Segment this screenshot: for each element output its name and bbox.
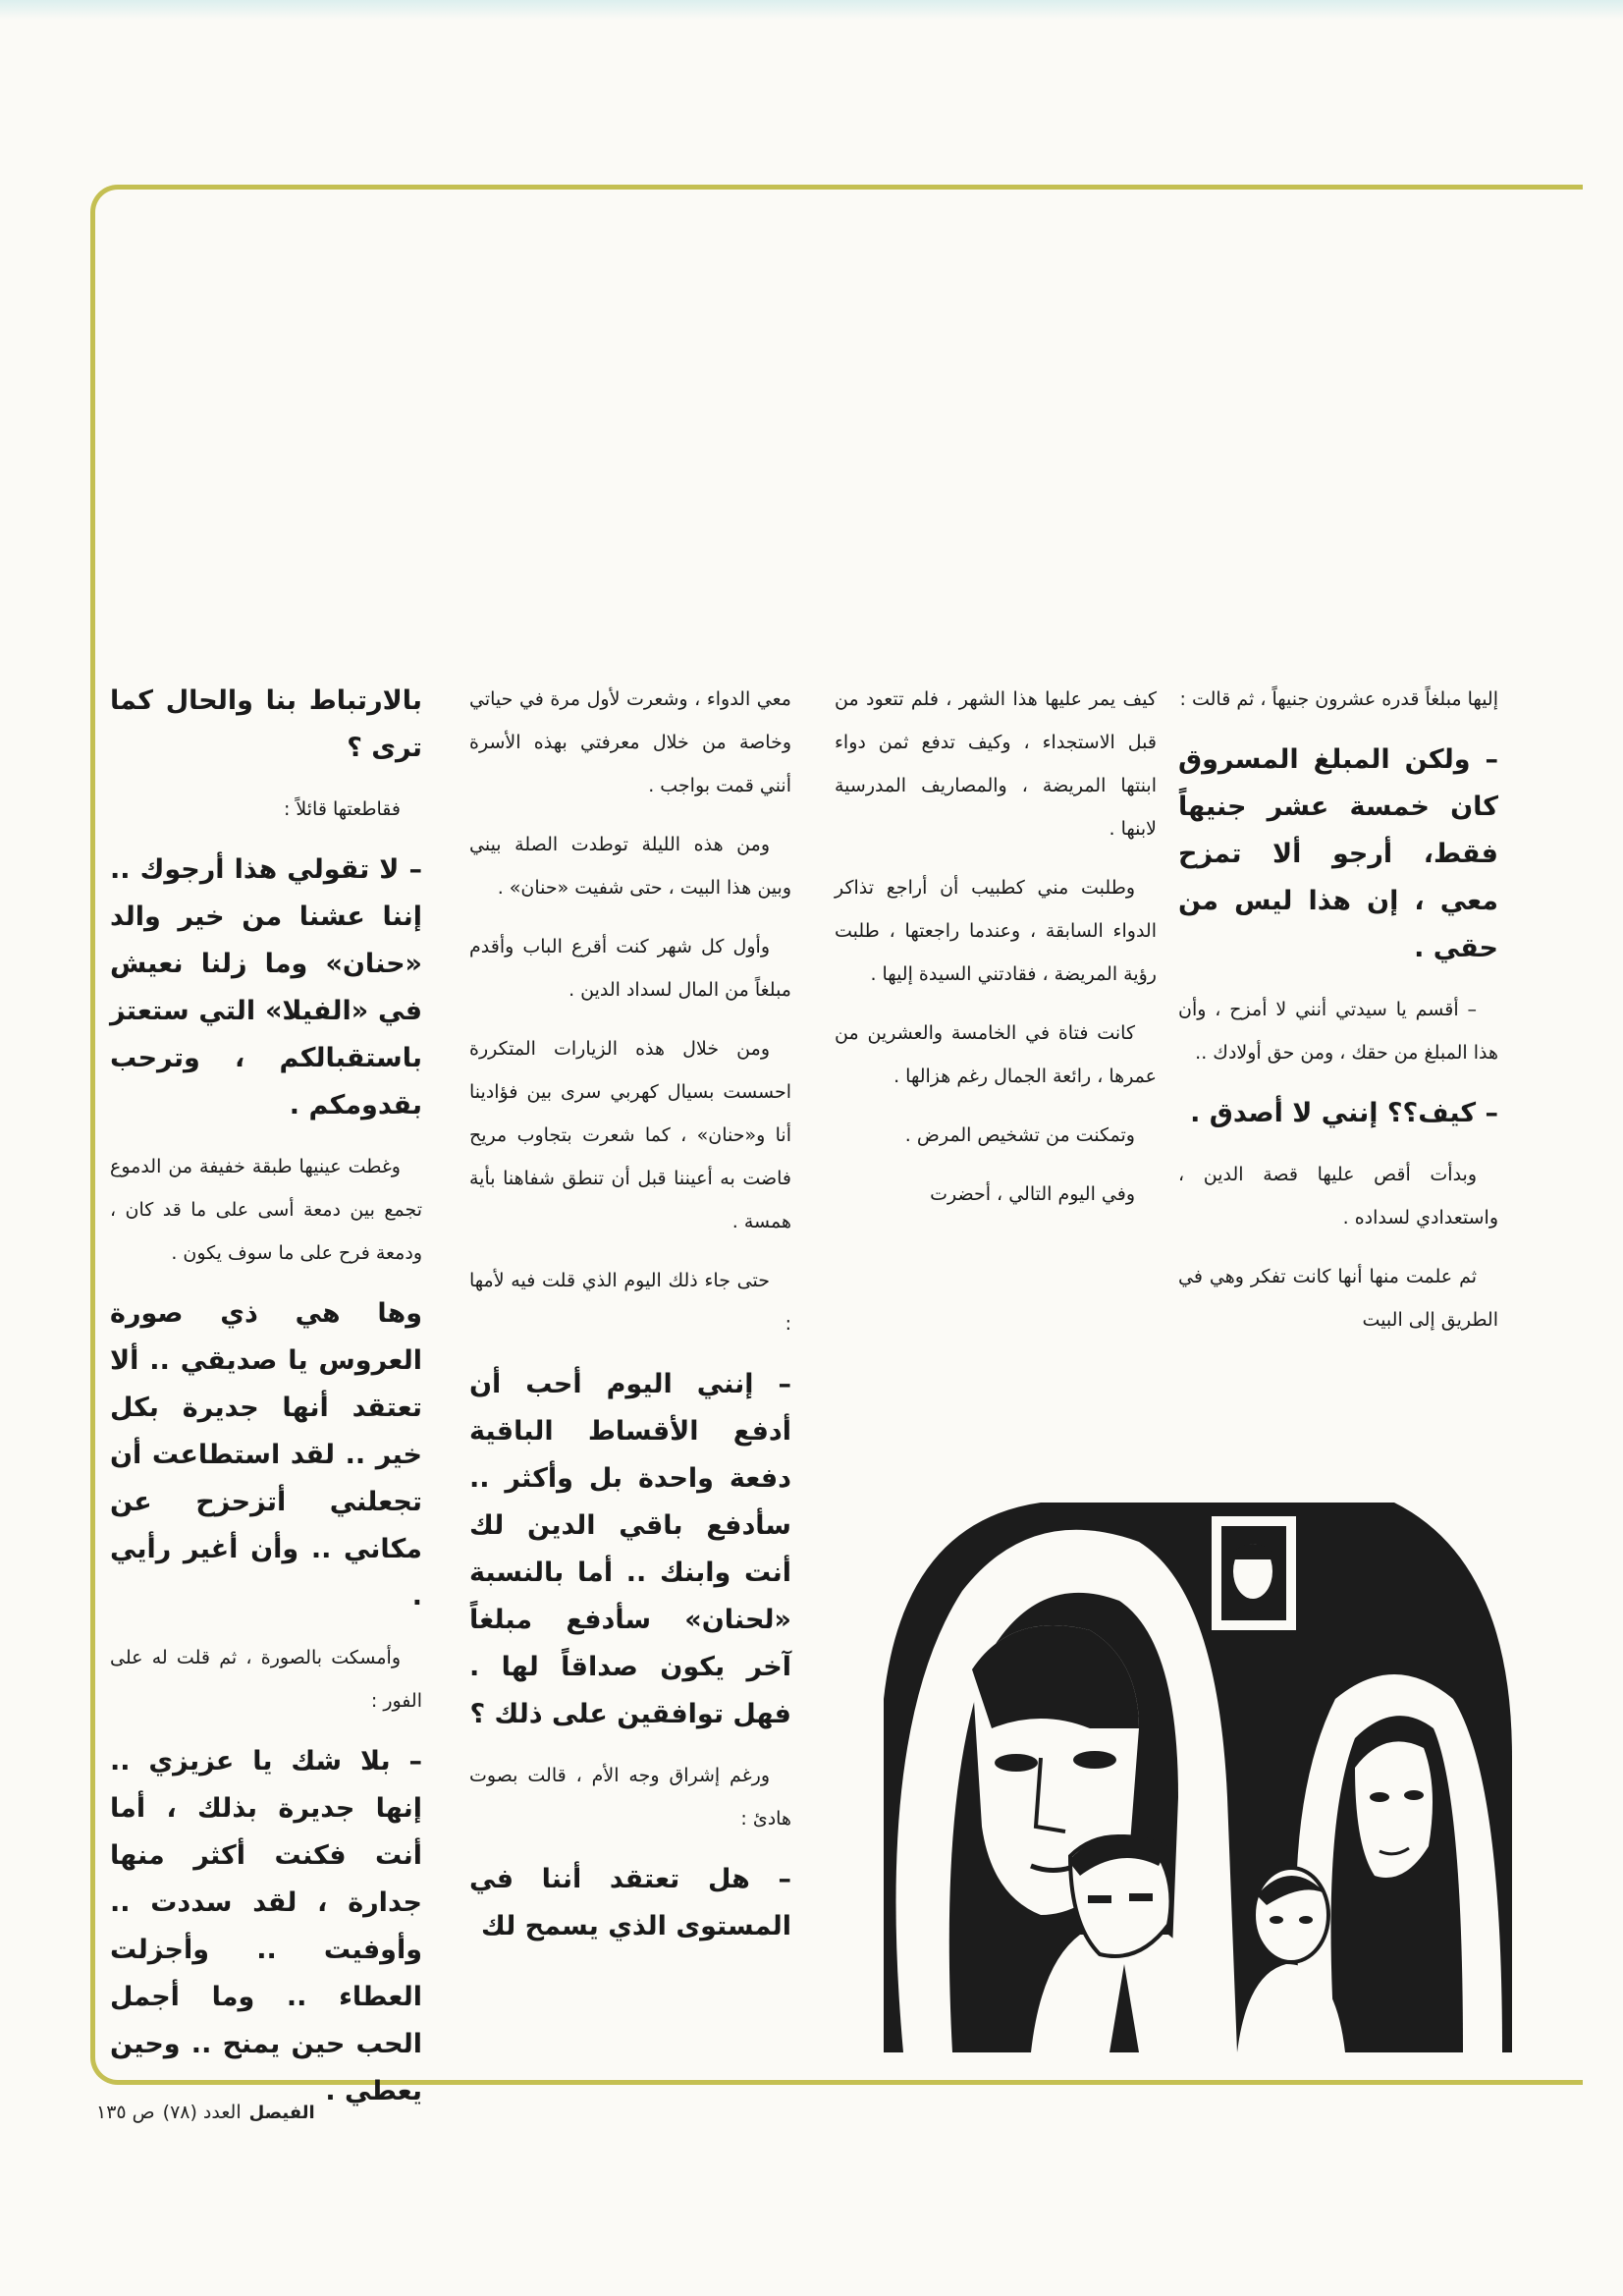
text-column-4: [110, 678, 422, 2131]
text-column-1: [1178, 678, 1498, 1357]
family-portrait-illustration: [844, 1503, 1512, 2052]
paragraph: كانت فتاة في الخامسة والعشرين من عمرها ، رائعة الجمال رغم هزالها .: [835, 1022, 1157, 1087]
paragraph: معي الدواء ، وشعرت لأول مرة في حياتي وخاصة من خلال معرفتي بهذه الأسرة أنني قمت بواجب .: [469, 688, 791, 796]
wall-portrait-frame: [1210, 1514, 1298, 1632]
paragraph: – ولكن المبلغ المسروق كان خمسة عشر جنيهاً فقط، أرجو ألا تمزح معي ، إن هذا ليس من حقي .: [1178, 744, 1498, 963]
paragraph: وأول كل شهر كنت أقرع الباب وأقدم مبلغاً من المال لسداد الدين .: [469, 936, 791, 1001]
issue-number: العدد (٧٨): [162, 2102, 242, 2123]
paragraph: وبدأت أقص عليها قصة الدين ، واستعدادي لسداده .: [1178, 1164, 1498, 1229]
paragraph: – كيف؟؟ إنني لا أصدق .: [1190, 1098, 1498, 1128]
text-column-2: [835, 678, 1157, 1231]
paragraph: ورغم إشراق وجه الأم ، قالت بصوت هادئ :: [469, 1765, 791, 1830]
paragraph: إليها مبلغاً قدره عشرون جنيهاً ، ثم قالت :: [1179, 688, 1498, 710]
page-footer: [96, 2102, 315, 2123]
text-column-3: [469, 678, 791, 1966]
paragraph: فقاطعتها قائلاً :: [283, 798, 401, 820]
paragraph: – هل تعتقد أننا في المستوى الذي يسمح لك: [469, 1864, 791, 1941]
paragraph: وغطت عينيها طبقة خفيفة من الدموع تجمع بين دمعة أسى على ما قد كان ، ودمعة فرح على ما سوف يكون .: [110, 1156, 422, 1264]
paragraph: – بلا شك يا عزيزي .. إنها جديرة بذلك ، أما أنت فكنت أكثر منها جدارة ، لقد سددت .. وأوفيت .. وأجزلت العطاء .. وما أجمل الحب حين يمنح .. وحين يعطي .: [110, 1746, 422, 2106]
paragraph: وها هي ذي صورة العروس يا صديقي .. ألا تعتقد أنها جديرة بكل خير .. لقد استطاعت أن تجعلني أتزحزح عن مكاني .. وأن أغير رأيي .: [110, 1298, 422, 1612]
magazine-name: الفيصل: [248, 2102, 315, 2123]
top-tint-strip: [0, 0, 1623, 20]
paragraph: حتى جاء ذلك اليوم الذي قلت فيه لأمها :: [469, 1270, 791, 1335]
paragraph: – أقسم يا سيدتي أنني لا أمزح ، وأن هذا المبلغ من حقك ، ومن حق أولادك ..: [1178, 999, 1498, 1064]
paragraph: – لا تقولي هذا أرجوك .. إننا عشنا من خير والد «حنان» وما زلنا نعيش في «الفيلا» التي ستعتز باستقبالكم ، وترحب بقدومكم .: [110, 854, 422, 1121]
paragraph: بالارتباط بنا والحال كما ترى ؟: [110, 685, 422, 763]
paragraph: ومن هذه الليلة توطدت الصلة بيني وبين هذا البيت ، حتى شفيت «حنان» .: [469, 834, 791, 899]
paragraph: وطلبت مني كطبيب أن أراجع تذاكر الدواء السابقة ، وعندما راجعتها ، طلبت رؤية المريضة ، فقادتني السيدة إليها .: [835, 877, 1157, 985]
page-number: ص ١٣٥: [96, 2102, 155, 2123]
paragraph: ثم علمت منها أنها كانت تفكر وهي في الطريق إلى البيت: [1178, 1266, 1498, 1331]
paragraph: وأمسكت بالصورة ، ثم قلت له على الفور :: [110, 1647, 422, 1712]
paragraph: وتمكنت من تشخيص المرض .: [904, 1124, 1135, 1146]
paragraph: كيف يمر عليها هذا الشهر ، فلم تتعود من قبل الاستجداء ، وكيف تدفع ثمن دواء ابنتها المريضة ، والمصاريف المدرسية لابنها .: [835, 688, 1157, 840]
paragraph: ومن خلال هذه الزيارات المتكررة احسست بسيال كهربي سرى بين فؤادينا أنا و«حنان» ، كما شعرت بتجاوب مريح فاضت به أعيننا قبل أن تنطق شفاهنا بأية همسة .: [469, 1038, 791, 1232]
paragraph: – إنني اليوم أحب أن أدفع الأقساط الباقية دفعة واحدة بل وأكثر .. سأدفع باقي الدين لك أنت وابنك .. أما بالنسبة «لحنان» سأدفع مبلغاً آخر يكون صداقاً لها . فهل توافقين على ذلك ؟: [469, 1369, 791, 1729]
paragraph: وفي اليوم التالي ، أحضرت: [930, 1183, 1135, 1205]
